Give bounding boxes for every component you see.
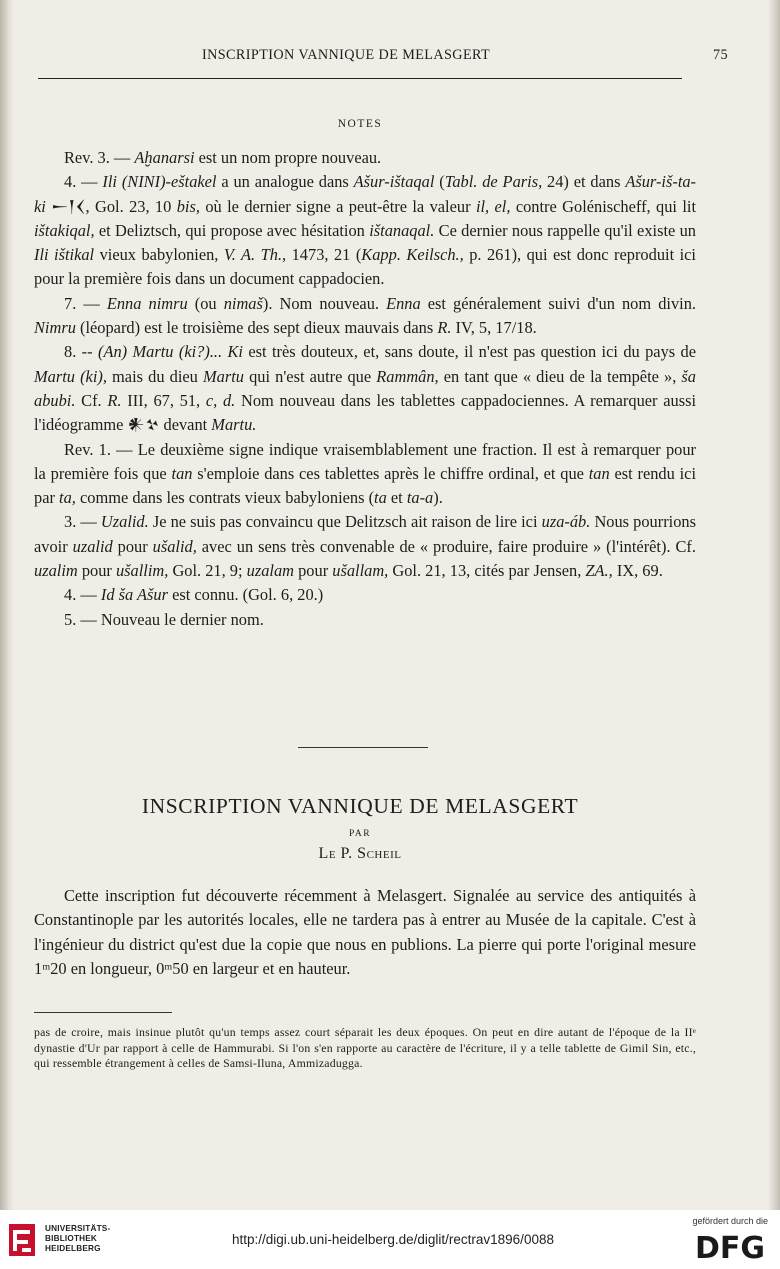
italic-term: tan bbox=[588, 463, 610, 483]
text-run: Gol. 21, 9; bbox=[168, 561, 247, 581]
text-run: 4. — bbox=[64, 585, 101, 605]
footnote-rule bbox=[34, 1012, 172, 1013]
italic-term: ta bbox=[374, 488, 387, 508]
italic-term: V. A. Th., bbox=[223, 245, 287, 265]
italic-term: Tabl. de Paris, bbox=[444, 172, 543, 192]
italic-term: Ašur-iš-ta-ki bbox=[34, 172, 697, 216]
library-logo-icon bbox=[8, 1220, 38, 1260]
italic-term: ištakiqal, bbox=[34, 220, 95, 240]
footnote: pas de croire, mais insinue plutôt qu'un temps assez court séparait les deux époques. On peut en dire autant de l'époque de la IIᵉ dynastie d'Ur par rapport à celle de Hammurabi. Si l'on s'en rapporte au caractère de l'écriture, il y a telle tablette de Gimil Sin, etc., qui ressemble étrangement à celles de Samsi-Iluna, Ammizadugga. bbox=[34, 1025, 696, 1071]
digitization-footer bbox=[0, 1210, 780, 1269]
italic-term: Martu (ki), bbox=[34, 366, 107, 386]
notes-heading: NOTES bbox=[337, 118, 383, 130]
text-run: en tant que « dieu de la tempête », bbox=[438, 366, 682, 386]
notes-body bbox=[34, 146, 696, 632]
text-run: Ce dernier nous rappelle qu'il existe un bbox=[434, 220, 696, 240]
header-rule bbox=[38, 78, 682, 79]
by-label: PAR bbox=[348, 829, 372, 839]
section-separator bbox=[298, 747, 428, 748]
italic-term: Ili ištikal bbox=[34, 245, 95, 265]
italic-term: Martu. bbox=[211, 415, 257, 435]
text-run: ( bbox=[434, 172, 445, 192]
text-run: vieux babylonien, bbox=[94, 245, 224, 265]
text-run: Rev. 1. — Le deuxième signe indique vraisemblablement une fraction. Il est à remarquer pour la première fois que bbox=[34, 439, 696, 483]
italic-term: bis, bbox=[176, 196, 200, 216]
text-run: où le dernier signe a peut-être la valeur bbox=[199, 196, 476, 216]
paragraph-rev1 bbox=[34, 438, 696, 511]
text-run: Cf. bbox=[75, 390, 108, 410]
paragraph-n7 bbox=[34, 292, 696, 341]
text-run: (léopard) est le troisième des sept dieux mauvais dans bbox=[75, 318, 438, 338]
text-run: 1473, 21 ( bbox=[286, 245, 362, 265]
text-run: contre Golénischeff, qui lit bbox=[510, 196, 696, 216]
italic-term: nimaš bbox=[223, 293, 263, 313]
text-run: s'emploie dans ces tablettes après le chiffre ordinal, et que bbox=[192, 463, 589, 483]
italic-term: ta, bbox=[59, 488, 76, 508]
italic-term: Id ša Ašur bbox=[100, 585, 168, 605]
text-run: mais du dieu bbox=[106, 366, 203, 386]
text-run: et bbox=[386, 488, 407, 508]
text-run: 24) et dans bbox=[542, 172, 626, 192]
italic-term: Enna bbox=[386, 293, 421, 313]
text-run: et Deliztsch, qui propose avec hésitation bbox=[94, 220, 370, 240]
text-run: avec un sens très convenable de « produire, faire produire » (l'intérêt). Cf. bbox=[196, 536, 696, 556]
italic-term: c, d. bbox=[205, 390, 236, 410]
text-run: pour bbox=[294, 561, 333, 581]
text-run: pour bbox=[77, 561, 116, 581]
text-run: Nous pourrions avoir bbox=[34, 512, 696, 556]
paragraph-n8 bbox=[34, 340, 696, 437]
text-run: Rev. 3. — bbox=[64, 148, 135, 167]
text-run: 𒀸𒁹𒌋, Gol. 23, 10 bbox=[45, 196, 177, 216]
article-title: INSCRIPTION VANNIQUE DE MELASGERT bbox=[141, 794, 579, 818]
text-run: Je ne suis pas convaincu que Delitzsch ait raison de lire ici bbox=[148, 512, 542, 532]
italic-term: Enna nimru bbox=[106, 293, 188, 313]
text-run: III, 67, 51, bbox=[121, 390, 206, 410]
article-author bbox=[0, 845, 720, 863]
italic-term: ištanaqal. bbox=[369, 220, 435, 240]
italic-term: uzalid bbox=[72, 536, 113, 556]
italic-term: ušallam, bbox=[332, 561, 389, 581]
paragraph-rev3 bbox=[34, 146, 696, 170]
paragraph-n4 bbox=[34, 170, 696, 291]
italic-term: Aḫanarsi bbox=[134, 148, 195, 167]
text-run: Gol. 21, 13, cités par Jensen, bbox=[388, 561, 586, 581]
italic-term: Rammân, bbox=[376, 366, 439, 386]
italic-term: uzalim bbox=[34, 561, 78, 581]
text-run: est un nom propre nouveau. bbox=[194, 148, 382, 167]
italic-term: Kapp. Keilsch., bbox=[361, 245, 464, 265]
italic-term: Ili (NINI)-eštakel bbox=[102, 172, 217, 192]
text-run: pour bbox=[112, 536, 153, 556]
text-run: ). Nom nouveau. bbox=[262, 293, 387, 313]
page-number: 75 bbox=[713, 47, 728, 63]
text-run: est connu. (Gol. 6, 20.) bbox=[167, 585, 324, 605]
library-name-line: UNIVERSITÄTS- bbox=[45, 1224, 111, 1233]
italic-term: Nimru bbox=[34, 318, 76, 338]
text-run: 7. — bbox=[64, 293, 107, 313]
dfg-caption: gefördert durch die bbox=[692, 1216, 768, 1226]
italic-term: R. bbox=[107, 390, 122, 410]
italic-term: ta-a bbox=[406, 488, 434, 508]
italic-term: ušalid, bbox=[152, 536, 197, 556]
running-title: INSCRIPTION VANNIQUE DE MELASGERT bbox=[202, 47, 491, 63]
italic-term: Martu bbox=[202, 366, 244, 386]
italic-term: tan bbox=[171, 463, 193, 483]
text-run: 4. — bbox=[64, 172, 103, 192]
article-body bbox=[34, 884, 696, 981]
text-run: 3. — bbox=[64, 512, 101, 532]
text-run: qui n'est autre que bbox=[243, 366, 377, 386]
text-run: est généralement suivi d'un nom divin. bbox=[420, 293, 696, 313]
text-run: IV, 5, 17/18. bbox=[451, 318, 537, 338]
text-run: Nom nouveau dans les tablettes cappadociennes. A remarquer aussi l'idéogramme 𒀭𒆳 devant bbox=[34, 390, 697, 435]
italic-term: ušallim, bbox=[115, 561, 169, 581]
text-run: 8. -- bbox=[64, 342, 98, 362]
text-run: p. 261), qui est donc reproduit ici pour la première fois dans un document cappadocien. bbox=[34, 245, 696, 289]
text-run: 5. — Nouveau le dernier nom. bbox=[64, 609, 264, 629]
italic-term: uzalam bbox=[246, 561, 295, 581]
text-run: est très douteux, et, sans doute, il n'est pas question ici du pays de bbox=[242, 342, 697, 362]
text-run: est rendu ici par bbox=[34, 463, 696, 508]
text-run: IX, 69. bbox=[612, 561, 663, 581]
italic-term: (An) Martu (ki?)... Ki bbox=[98, 342, 243, 362]
paragraph-n5 bbox=[34, 608, 696, 632]
italic-term: ša abubi. bbox=[34, 366, 696, 410]
library-name-line: HEIDELBERG bbox=[45, 1244, 101, 1254]
dfg-logo-icon bbox=[690, 1232, 770, 1262]
paragraph-n4b bbox=[34, 583, 696, 607]
italic-term: R. bbox=[437, 318, 452, 338]
text-run: a un analogue dans bbox=[216, 172, 354, 192]
italic-term: ZA., bbox=[585, 561, 613, 581]
author-name: Le P. Scheil bbox=[318, 845, 402, 862]
library-name-line: BIBLIOTHEK bbox=[45, 1234, 98, 1244]
paragraph-n3b bbox=[34, 510, 696, 583]
text-run: Cette inscription fut découverte récemment à Melasgert. Signalée au service des antiquités à Constantinople par les autorités locales, elle ne tardera pas à entrer au Musée de la capitale. C'est à l'ingénieur du district qu'est due la copie que nous en publions. La pierre qui porte l'original mesure 1ᵐ20 en longueur, 0ᵐ50 en largeur et en hauteur. bbox=[34, 886, 696, 978]
italic-term: Ašur-ištaqal bbox=[353, 172, 435, 192]
paragraph-intro bbox=[34, 884, 696, 981]
permalink-url[interactable]: http://digi.ub.uni-heidelberg.de/diglit/rectrav1896/0088 bbox=[232, 1232, 554, 1247]
text-run: ). bbox=[433, 488, 443, 508]
library-name bbox=[45, 1224, 110, 1255]
italic-term: uza-áb. bbox=[541, 512, 591, 532]
text-run: comme dans les contrats vieux babyloniens ( bbox=[75, 488, 375, 508]
italic-term: il, el, bbox=[475, 196, 511, 216]
text-run: (ou bbox=[187, 293, 224, 313]
italic-term: Uzalid. bbox=[100, 512, 149, 532]
dfg-logo-text: DFG bbox=[694, 1232, 766, 1262]
